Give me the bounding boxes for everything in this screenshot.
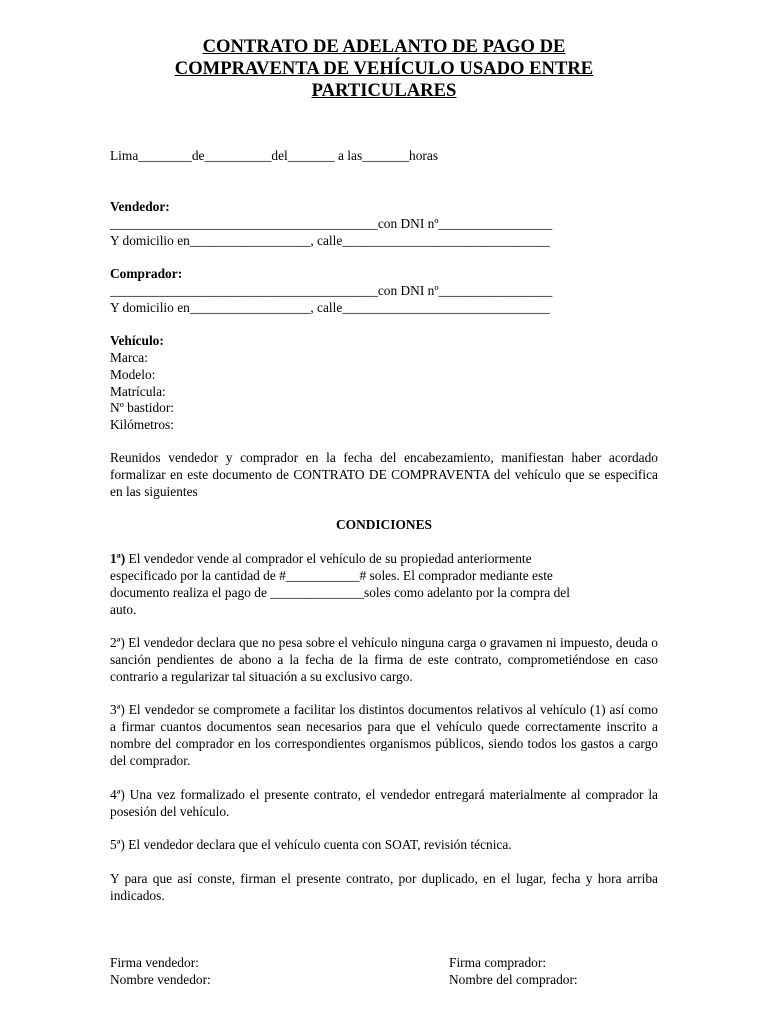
buyer-heading: Comprador:: [110, 266, 183, 281]
condition-1-line-3: documento realiza el pago de ______________soles como adelanto por la compra del: [110, 585, 570, 600]
document-title: [110, 36, 658, 102]
seller-heading: Vendedor:: [110, 199, 170, 214]
seller-signature-label: Firma vendedor:: [110, 955, 199, 970]
buyer-address-line: Y domicilio en__________________, calle_______________________________: [110, 300, 550, 315]
title-line-3: PARTICULARES: [311, 80, 457, 101]
condition-1-line-2: especificado por la cantidad de #___________# soles. El comprador mediante este: [110, 568, 553, 583]
title-line-2: COMPRAVENTA DE VEHÍCULO USADO ENTRE: [174, 58, 594, 79]
vehicle-km-field: Kilómetros:: [110, 417, 174, 432]
buyer-name-label: Nombre del comprador:: [449, 972, 578, 987]
condition-2: 2ª) El vendedor declara que no pesa sobre el vehículo ninguna carga o gravamen ni impuesto, deuda o sanción pendientes de abono a la fecha de la firma de este contrato, comprometiéndose en caso contrario a regularizar tal situación a su exclusivo cargo.: [110, 635, 658, 684]
condition-3: 3ª) El vendedor se compromete a facilitar los distintos documentos relativos al vehículo (1) así como a firmar cuantos documentos sean necesarios para que el vehículo quede correctamente inscrito a nombre del comprador en los correspondientes organismos públicos, siendo todos los gastos a cargo del comprador.: [110, 702, 658, 768]
condition-1-line-4: auto.: [110, 602, 137, 617]
title-line-1: CONTRATO DE ADELANTO DE PAGO DE: [202, 36, 566, 57]
buyer-signature-label: Firma comprador:: [449, 955, 547, 970]
vehicle-brand-field: Marca:: [110, 350, 148, 365]
condition-4: 4ª) Una vez formalizado el presente contrato, el vendedor entregará materialmente al comprador la posesión del vehículo.: [110, 787, 658, 819]
condition-1-text-1: El vendedor vende al comprador el vehículo de su propiedad anteriormente: [125, 551, 532, 566]
condition-1-number: 1ª): [110, 551, 126, 566]
condition-5: 5ª) El vendedor declara que el vehículo cuenta con SOAT, revisión técnica.: [110, 837, 512, 852]
place-date-line: Lima________de__________del_______ a las_______horas: [110, 148, 439, 163]
seller-dni-line: ________________________________________con DNI nº_________________: [110, 216, 553, 231]
conditions-heading: CONDICIONES: [336, 517, 432, 532]
vehicle-chassis-field: Nº bastidor:: [110, 400, 175, 415]
vehicle-heading: Vehículo:: [110, 333, 164, 348]
seller-name-label: Nombre vendedor:: [110, 972, 211, 987]
intro-paragraph: Reunidos vendedor y comprador en la fecha del encabezamiento, manifiestan haber acordado formalizar en este documento de CONTRATO DE COMPRAVENTA del vehículo que se especifica en las siguientes: [110, 450, 658, 499]
condition-1-line-1: [110, 550, 532, 567]
closing-paragraph: Y para que así conste, firman el presente contrato, por duplicado, en el lugar, fecha y hora arriba indicados.: [110, 871, 658, 903]
vehicle-plate-field: Matrícula:: [110, 384, 166, 399]
vehicle-model-field: Modelo:: [110, 367, 156, 382]
buyer-dni-line: ________________________________________con DNI nº_________________: [110, 283, 553, 298]
seller-address-line: Y domicilio en__________________, calle_______________________________: [110, 233, 550, 248]
